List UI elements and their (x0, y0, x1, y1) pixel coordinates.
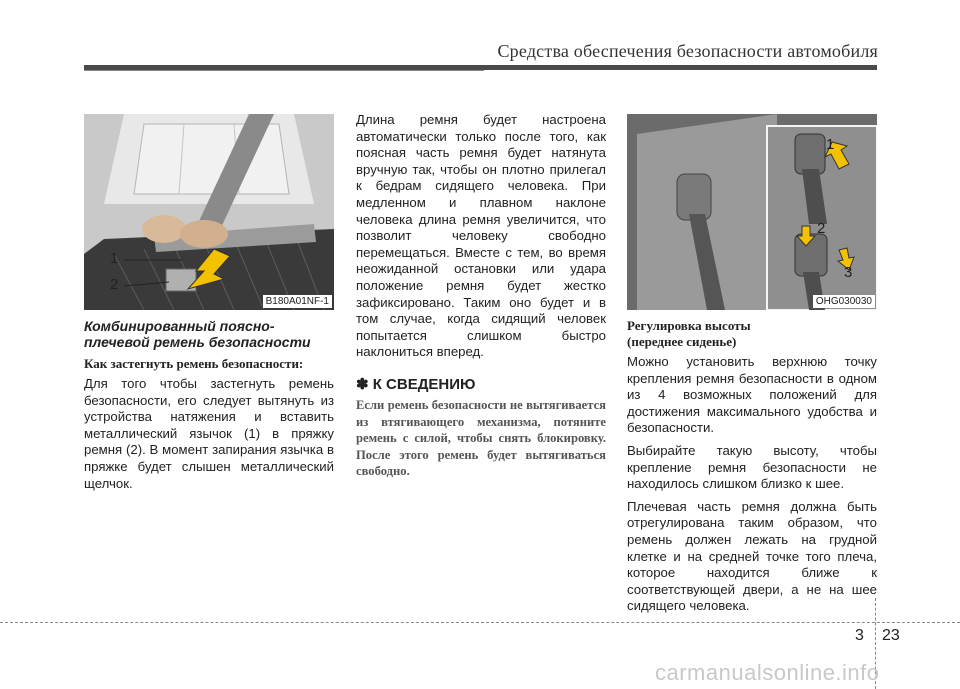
column-2 (356, 112, 606, 480)
figure-caption: Комбинированный поясно-плечевой ремень безопасности (84, 318, 311, 350)
callout-2: 2 (817, 220, 826, 237)
body-paragraph: Можно установить верхнюю точку крепления ремня безопасности в одном из 4 возможных положений для достижения максимального удобства и безопасности. (627, 354, 877, 436)
callout-2: 2 (110, 276, 119, 293)
watermark: carmanualsonline.info (655, 660, 880, 685)
figure-height-adjust (627, 114, 877, 310)
section-subheading (627, 318, 877, 350)
column-3 (627, 114, 877, 621)
height-adjuster-illustration (627, 114, 877, 310)
body-paragraph: Для того чтобы застегнуть ремень безопасности, его следует вытянуть из устройства натяжения и вставить металлический язычок (1) в пряжку ремня (2). В момент запирания язычка в пряжке будет слышен металлический щелчок. (84, 376, 334, 491)
section-subheading: Как застегнуть ремень безопасности: (84, 356, 304, 371)
page-number: 23 (882, 627, 900, 644)
subheading-line-1: Регулировка высоты (627, 318, 751, 333)
subheading-line-2: (переднее сиденье) (627, 334, 737, 349)
chapter-number: 3 (855, 627, 864, 644)
body-paragraph: Длина ремня будет настроена автоматически только после того, как поясная часть ремня будет натянута вручную так, чтобы он плотно прилегал к бедрам сидящего человека. При медленном и плавном наклоне человека длина ремня увеличится, что позволит человеку свободно перемещаться. Вместе с тем, во время неожиданной остановки или удара положение ремня будет жестко зафиксировано. Таким оно будет и в том случае, когда сидящий человек попытается слишком быстро наклониться вперед. (356, 112, 606, 360)
figure-code: B180A01NF-1 (263, 295, 332, 308)
footer-rule (0, 622, 960, 623)
figure-seatbelt-buckle (84, 114, 334, 310)
running-header: Средства обеспечения безопасности автомобиля (497, 41, 878, 61)
header-rule-thin (84, 70, 484, 71)
note-body: Если ремень безопасности не вытягивается из втягивающего механизма, потяните ремень с силой, чтобы снять блокировку. После этого ремень будет вытягиваться свободно. (356, 397, 606, 479)
callout-1: 1 (826, 136, 835, 153)
body-paragraph: Выбирайте такую высоту, чтобы крепление ремня безопасности не находилось слишком близко к шее. (627, 442, 877, 492)
figure-code: OHG030030 (813, 295, 875, 308)
column-1 (84, 114, 334, 498)
seatbelt-buckle-illustration (84, 114, 334, 310)
callout-1: 1 (110, 250, 119, 267)
body-paragraph: Плечевая часть ремня должна быть отрегулирована таким образом, что ремень должен лежать на грудной клетке и на средней точке того плеча, которое находится ближе к соответствующей двери, а не на шее сидящего человека. (627, 498, 877, 614)
callout-3: 3 (844, 264, 853, 281)
note-heading: ✽ К СВЕДЕНИЮ (356, 375, 476, 393)
